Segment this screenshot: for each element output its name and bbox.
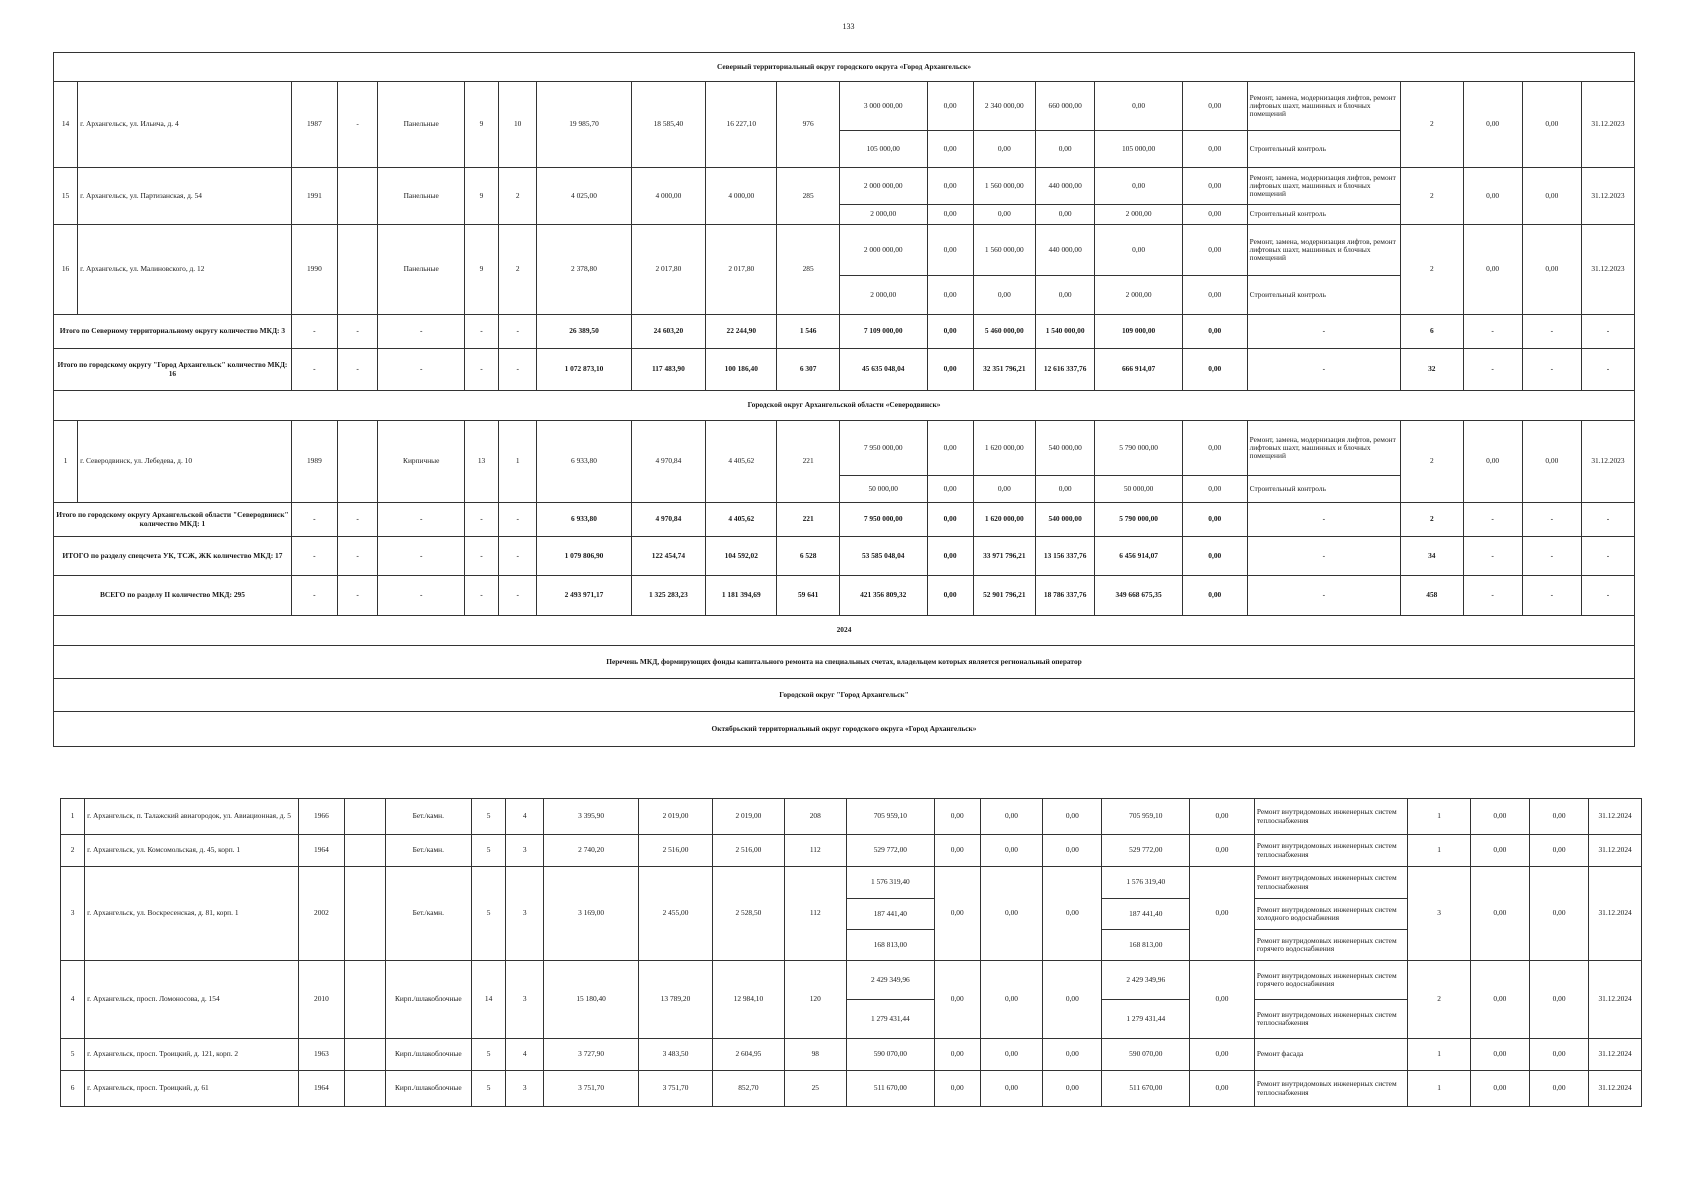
section-list-2024: Перечень МКД, формирующих фонды капитального ремонта на специальных счетах, владельцем которых является региональный оператор (54, 646, 1635, 679)
table-row: 1 279 431,44 1 279 431,44 Ремонт внутридомовых инженерных систем теплоснабжения (61, 1000, 1642, 1039)
table-row: 6 г. Архангельск, просп. Троицкий, д. 61 1964 Кирп./шлакоблочные 5 3 3 751,70 3 751,70 852,70 25 511 670,00 0,00 0,00 0,00 511 670,00 0,00 Ремонт внутридомовых инженерных систем теплоснабжения 1 0,00 0,00 31.12.2024 (61, 1071, 1642, 1107)
table-row: 2 000,00 0,00 0,00 0,00 2 000,00 0,00 Строительный контроль (54, 276, 1635, 315)
table-row: 1 г. Северодвинск, ул. Лебедева, д. 10 1989 Кирпичные 13 1 6 933,80 4 970,84 4 405,62 221 7 950 000,00 0,00 1 620 000,00 540 000,00 5 790 000,00 0,00 Ремонт, замена, модернизация лифтов, ремонт лифтовых шахт, машинных и блочных помещений 2 0,00 0,00 31.12.2023 (54, 421, 1635, 476)
page-number: 133 (842, 22, 855, 31)
total-row: Итого по городскому округу "Город Архангельск" количество МКД: 16 - - - - - 1 072 873,10 117 483,90 100 186,40 6 307 45 635 048,04 0,00 32 351 796,21 12 616 337,76 666 914,07 0,00 - 32 - - - (54, 349, 1635, 391)
section-northern-district: Северный территориальный округ городского округа «Город Архангельск» (54, 53, 1635, 82)
table-row: 4 г. Архангельск, просп. Ломоносова, д. 154 2010 Кирп./шлакоблочные 14 3 15 180,40 13 789,20 12 984,10 120 2 429 349,96 0,00 0,00 0,00 2 429 349,96 0,00 Ремонт внутридомовых инженерных систем горячего водоснабжения 2 0,00 0,00 31.12.2024 (61, 961, 1642, 1000)
total-row: ИТОГО по разделу спецсчета УК, ТСЖ, ЖК количество МКД: 17 - - - - - 1 079 806,90 122 454,74 104 592,02 6 528 53 585 048,04 0,00 33 971 796,21 13 156 337,76 6 456 914,07 0,00 - 34 - - - (54, 537, 1635, 576)
table-row: 2 000,00 0,00 0,00 0,00 2 000,00 0,00 Строительный контроль (54, 205, 1635, 225)
section-severodvinsk: Городской округ Архангельской области «Северодвинск» (54, 391, 1635, 421)
table-row: 3 г. Архангельск, ул. Воскресенская, д. 81, корп. 1 2002 Бет./камн. 5 3 3 169,00 2 455,00 2 528,50 112 1 576 319,40 0,00 0,00 0,00 1 576 319,40 0,00 Ремонт внутридомовых инженерных систем теплоснабжения 3 0,00 0,00 31.12.2024 (61, 867, 1642, 899)
table-row: 50 000,00 0,00 0,00 0,00 50 000,00 0,00 Строительный контроль (54, 476, 1635, 503)
total-row: Итого по городскому округу Архангельской области "Северодвинск" количество МКД: 1 - - - - - 6 933,80 4 970,84 4 405,62 221 7 950 000,00 0,00 1 620 000,00 540 000,00 5 790 000,00 0,00 - 2 - - - (54, 503, 1635, 537)
capital-repair-table-2023 (53, 52, 1635, 747)
capital-repair-table-2024 (60, 798, 1642, 1107)
total-row: ВСЕГО по разделу II количество МКД: 295 - - - - - 2 493 971,17 1 325 283,23 1 181 394,69 59 641 421 356 809,32 0,00 52 901 796,21 18 786 337,76 349 668 675,35 0,00 - 458 - - - (54, 576, 1635, 616)
table-row: 2 г. Архангельск, ул. Комсомольская, д. 45, корп. 1 1964 Бет./камн. 5 3 2 740,20 2 516,00 2 516,00 112 529 772,00 0,00 0,00 0,00 529 772,00 0,00 Ремонт внутридомовых инженерных систем теплоснабжения 1 0,00 0,00 31.12.2024 (61, 835, 1642, 867)
table-row: 168 813,00 168 813,00 Ремонт внутридомовых инженерных систем горячего водоснабжения (61, 930, 1642, 961)
table-row: 187 441,40 187 441,40 Ремонт внутридомовых инженерных систем холодного водоснабжения (61, 899, 1642, 930)
section-year-2024: 2024 (54, 616, 1635, 646)
table-row: 105 000,00 0,00 0,00 0,00 105 000,00 0,00 Строительный контроль (54, 131, 1635, 168)
table-row: 5 г. Архангельск, просп. Троицкий, д. 121, корп. 2 1963 Кирп./шлакоблочные 5 4 3 727,90 3 483,50 2 604,95 98 590 070,00 0,00 0,00 0,00 590 070,00 0,00 Ремонт фасада 1 0,00 0,00 31.12.2024 (61, 1039, 1642, 1071)
section-arkhangelsk-city: Городской округ "Город Архангельск" (54, 679, 1635, 712)
table-row: 15 г. Архангельск, ул. Партизанская, д. 54 1991 Панельные 9 2 4 025,00 4 000,00 4 000,00 285 2 000 000,00 0,00 1 560 000,00 440 000,00 0,00 0,00 Ремонт, замена, модернизация лифтов, ремонт лифтовых шахт, машинных и блочных помещений 2 0,00 0,00 31.12.2023 (54, 168, 1635, 205)
total-row: Итого по Северному территориальному округу количество МКД: 3 - - - - - 26 389,50 24 603,20 22 244,90 1 546 7 109 000,00 0,00 5 460 000,00 1 540 000,00 109 000,00 0,00 - 6 - - - (54, 315, 1635, 349)
table-row: 1 г. Архангельск, п. Талажский авиагородок, ул. Авиационная, д. 5 1966 Бет./камн. 5 4 3 395,90 2 019,00 2 019,00 208 705 959,10 0,00 0,00 0,00 705 959,10 0,00 Ремонт внутридомовых инженерных систем теплоснабжения 1 0,00 0,00 31.12.2024 (61, 799, 1642, 835)
table-row: 14 г. Архангельск, ул. Ильича, д. 4 1987 - Панельные 9 10 19 985,70 18 585,40 16 227,10 976 3 000 000,00 0,00 2 340 000,00 660 000,00 0,00 0,00 Ремонт, замена, модернизация лифтов, ремонт лифтовых шахт, машинных и блочных помещений 2 0,00 0,00 31.12.2023 (54, 82, 1635, 131)
section-oktyabrsky: Октябрьский территориальный округ городского округа «Город Архангельск» (54, 712, 1635, 747)
table-row: 16 г. Архангельск, ул. Малиновского, д. 12 1990 Панельные 9 2 2 378,80 2 017,80 2 017,80 285 2 000 000,00 0,00 1 560 000,00 440 000,00 0,00 0,00 Ремонт, замена, модернизация лифтов, ремонт лифтовых шахт, машинных и блочных помещений 2 0,00 0,00 31.12.2023 (54, 225, 1635, 276)
